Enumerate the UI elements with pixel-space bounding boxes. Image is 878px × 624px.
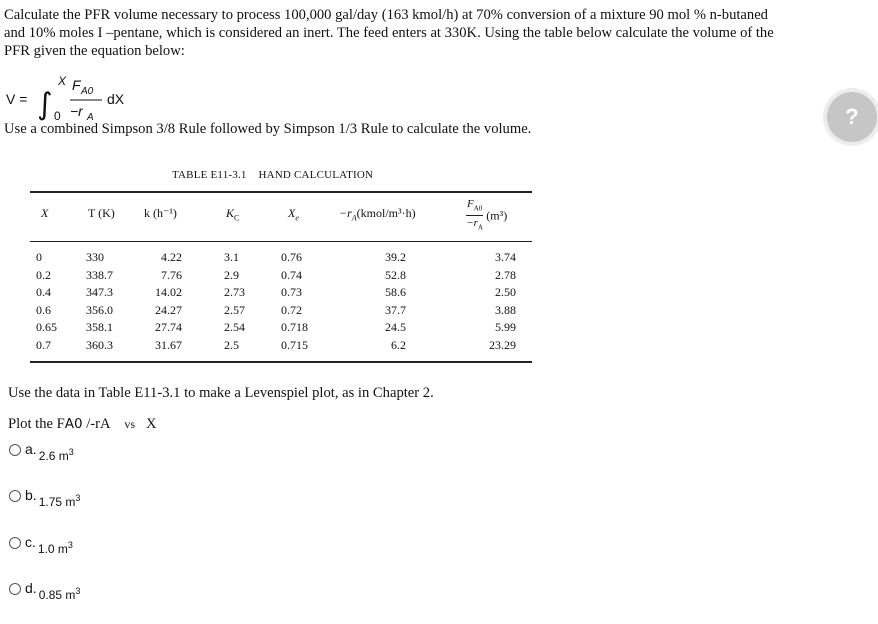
integral-equation bbox=[6, 76, 146, 124]
plot-sub: A0 bbox=[64, 416, 83, 432]
table-cell: 0.73 bbox=[281, 285, 302, 300]
table-cell: 0.4 bbox=[36, 285, 51, 300]
table-cell: 24.5 bbox=[385, 320, 406, 335]
table-cell: 52.8 bbox=[385, 267, 406, 282]
table-cell: 0.65 bbox=[36, 320, 57, 335]
table-cell: 3.88 bbox=[495, 302, 516, 317]
radio-icon[interactable] bbox=[9, 490, 21, 502]
equation-lhs: V = bbox=[6, 91, 28, 107]
table-cell: 347.3 bbox=[86, 285, 113, 300]
table-cell: 0.72 bbox=[281, 302, 302, 317]
table-cell: 360.3 bbox=[86, 337, 113, 352]
table-cell: 2.57 bbox=[224, 302, 245, 317]
table-cell: 2.50 bbox=[495, 285, 516, 300]
table-cell: 4.22 bbox=[161, 250, 182, 264]
header-kc: $K_C$ bbox=[226, 206, 240, 223]
table-cell: 0.76 bbox=[281, 250, 302, 264]
numerator-sub: A0 bbox=[81, 86, 94, 97]
table-number: TABLE E11-3.1 bbox=[172, 169, 247, 181]
table-bottom-rule bbox=[30, 361, 532, 363]
problem-line-2: and 10% moles I –pentane, which is considered an inert. The feed enters at 330K. Using the table below calculate the volume of the bbox=[4, 25, 774, 41]
option-letter: b. bbox=[25, 487, 37, 503]
option-letter: d. bbox=[25, 580, 37, 596]
table-caption bbox=[172, 169, 373, 181]
column-x bbox=[36, 249, 57, 355]
header-x: X bbox=[41, 206, 49, 220]
table-cell: 0.7 bbox=[36, 337, 51, 352]
table-cell: 27.74 bbox=[155, 320, 182, 335]
denominator-main: −r bbox=[70, 103, 83, 119]
table-cell: 37.7 bbox=[385, 302, 406, 317]
table-cell: 0.74 bbox=[281, 267, 302, 282]
table-cell: 358.1 bbox=[86, 320, 113, 335]
table-cell: 31.67 bbox=[155, 337, 182, 352]
table-cell: 2.9 bbox=[224, 267, 239, 282]
plot-slash: /-r bbox=[82, 416, 101, 432]
table-cell: 0 bbox=[36, 250, 42, 264]
levenspiel-instruction: Use the data in Table E11-3.1 to make a Levenspiel plot, as in Chapter 2. bbox=[8, 385, 434, 401]
header-reaction-rate: $-r_A(kmol/m^3\cdot h)$ bbox=[339, 206, 416, 223]
option-value: 0.85 $m^3$ bbox=[38, 586, 81, 602]
column-temperature bbox=[86, 249, 113, 355]
option-a[interactable] bbox=[9, 441, 74, 463]
table-cell: 2.54 bbox=[224, 320, 245, 335]
header-temperature: T (K) bbox=[88, 206, 115, 220]
radio-icon[interactable] bbox=[9, 583, 21, 595]
option-value: 2.6 $m^3$ bbox=[38, 447, 74, 463]
table-cell: 14.02 bbox=[155, 285, 182, 300]
table-cell: 3.1 bbox=[224, 250, 239, 264]
radio-icon[interactable] bbox=[9, 444, 21, 456]
column-kc bbox=[224, 249, 245, 355]
table-title: HAND CALCULATION bbox=[258, 169, 374, 181]
header-rate-constant: k (h⁻¹) bbox=[144, 206, 177, 220]
table-cell: 7.76 bbox=[161, 267, 182, 282]
table-cell: 338.7 bbox=[86, 267, 113, 282]
option-d[interactable] bbox=[9, 580, 80, 602]
table-cell: 24.27 bbox=[155, 302, 182, 317]
table-cell: 6.2 bbox=[391, 337, 406, 352]
lower-limit: 0 bbox=[54, 109, 61, 123]
table-top-rule bbox=[30, 191, 532, 193]
integral-sign-icon: ∫ bbox=[37, 87, 53, 122]
table-cell: 2.78 bbox=[495, 267, 516, 282]
table-cell: 58.6 bbox=[385, 285, 406, 300]
problem-line-3: PFR given the equation below: bbox=[4, 43, 185, 59]
plot-instruction bbox=[8, 416, 157, 433]
column-reaction-rate bbox=[374, 249, 406, 355]
instruction-text: Use a combined Simpson 3/8 Rule followed by Simpson 1/3 Rule to calculate the volume. bbox=[4, 121, 532, 137]
column-xe bbox=[281, 249, 308, 355]
option-letter: c. bbox=[25, 534, 36, 550]
table-header-rule bbox=[30, 241, 532, 242]
radio-icon[interactable] bbox=[9, 537, 21, 549]
header-xe: $X_e$ bbox=[288, 206, 299, 223]
problem-statement bbox=[4, 6, 870, 60]
denominator-sub: A bbox=[87, 112, 94, 123]
upper-limit: X bbox=[58, 76, 67, 88]
table-cell: 2.5 bbox=[224, 337, 239, 352]
help-button[interactable] bbox=[827, 92, 877, 142]
option-c[interactable] bbox=[9, 534, 73, 556]
table-cell: 3.74 bbox=[495, 250, 516, 264]
option-value: 1.0 $m^3$ bbox=[37, 540, 73, 556]
differential: dX bbox=[107, 91, 125, 107]
question-mark-icon: ? bbox=[845, 104, 859, 129]
table-cell: 356.0 bbox=[86, 302, 113, 317]
table-cell: 0.2 bbox=[36, 267, 51, 282]
numerator-main: F bbox=[72, 77, 81, 93]
table-cell: 0.6 bbox=[36, 302, 51, 317]
table-cell: 2.73 bbox=[224, 285, 245, 300]
table-cell: 0.715 bbox=[281, 337, 308, 352]
problem-line-1: Calculate the PFR volume necessary to process 100,000 gal/day (163 kmol/h) at 70% conversion of a mixture 90 mol % n-butaned bbox=[4, 7, 768, 23]
column-volume bbox=[478, 249, 516, 355]
table-cell: 0.718 bbox=[281, 320, 308, 335]
option-value: 1.75 $m^3$ bbox=[38, 493, 81, 509]
plot-prefix: Plot the F bbox=[8, 416, 65, 432]
table-cell: 39.2 bbox=[385, 250, 406, 264]
plot-sub2: A bbox=[100, 416, 110, 432]
header-volume: $\frac{F_{A0}}{-r_A}$ (m³) bbox=[466, 198, 508, 232]
table-cell: 5.99 bbox=[495, 320, 516, 335]
option-b[interactable] bbox=[9, 487, 80, 509]
table-cell: 23.29 bbox=[489, 337, 516, 352]
plot-x: X bbox=[145, 416, 157, 432]
table-cell: 330 bbox=[86, 250, 104, 264]
plot-vs: vs bbox=[124, 417, 136, 431]
option-letter: a. bbox=[25, 441, 37, 457]
column-rate-constant bbox=[146, 249, 182, 355]
